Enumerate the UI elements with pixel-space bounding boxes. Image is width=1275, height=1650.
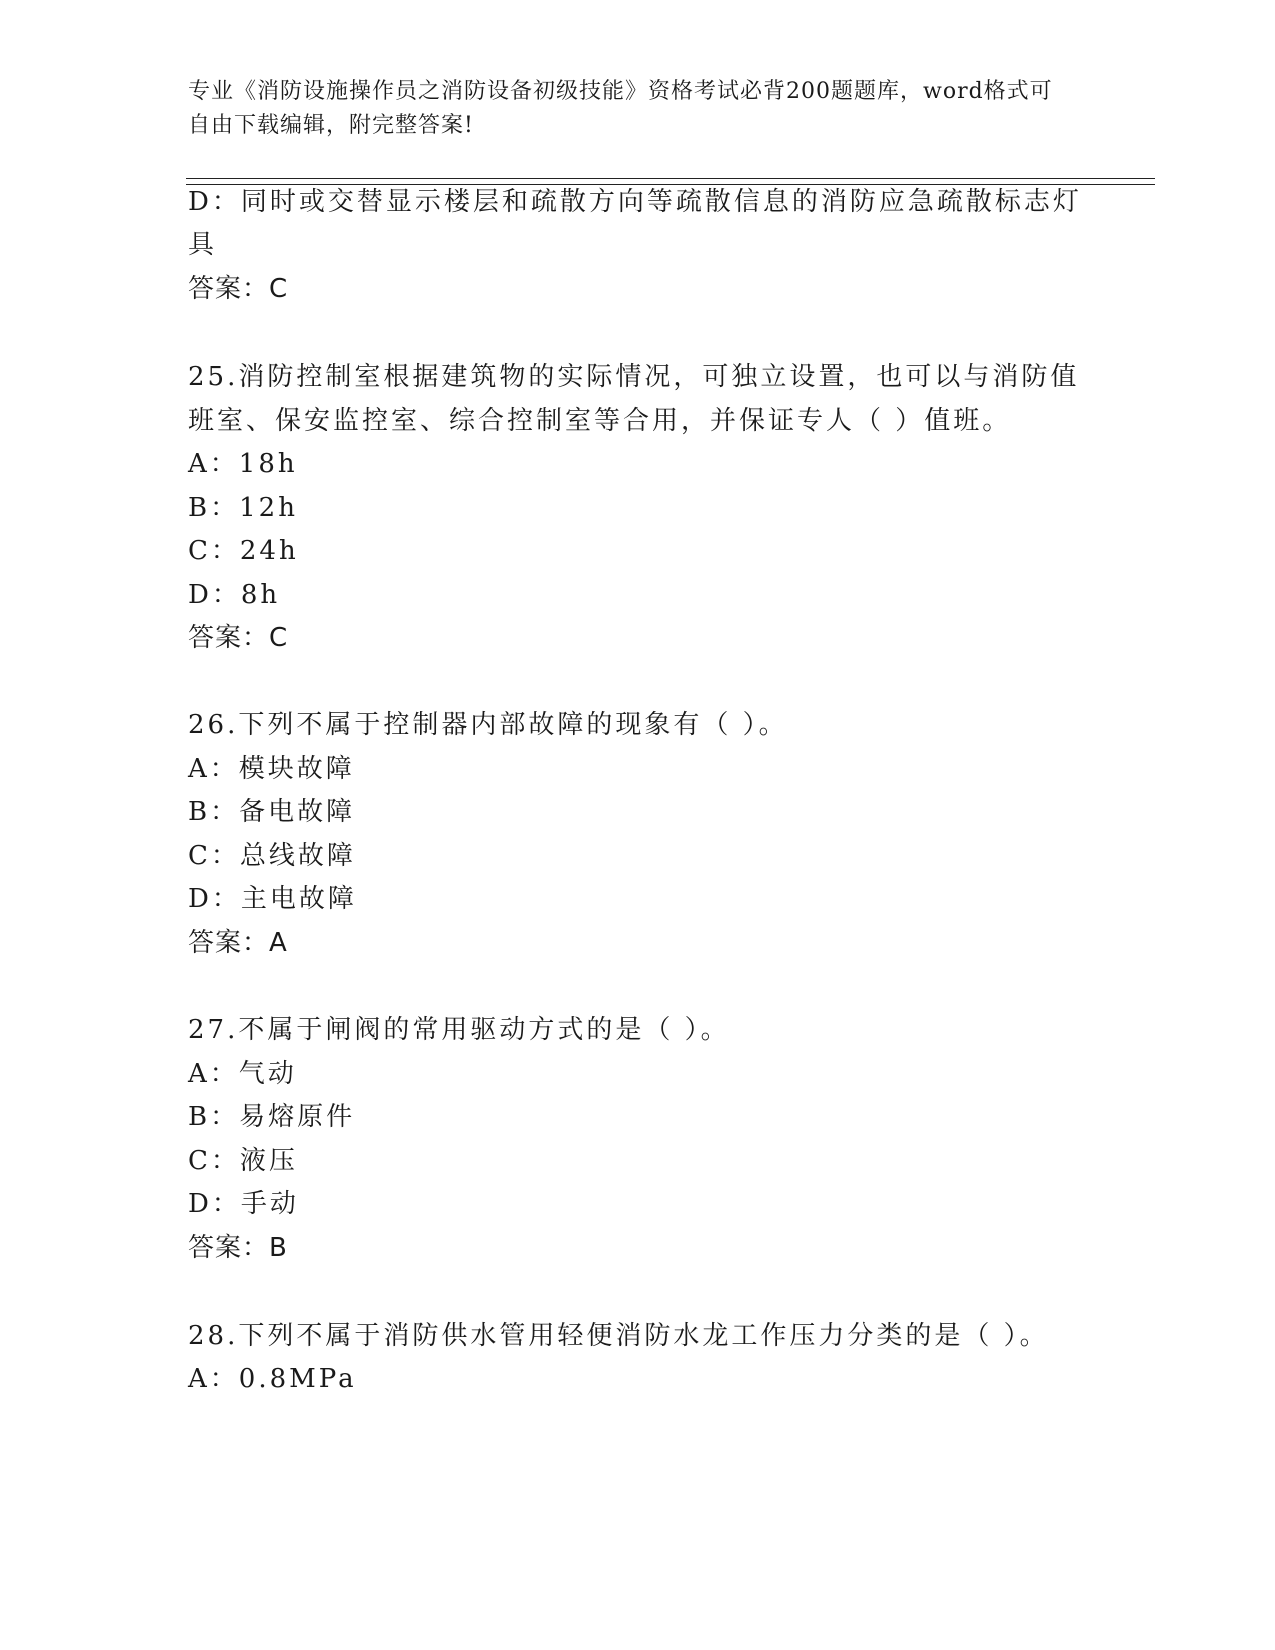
q27-option-d: D：手动 — [188, 1189, 299, 1219]
q27-answer: 答案：B — [188, 1233, 288, 1263]
q26-option-d: D：主电故障 — [188, 884, 357, 914]
q25-stem-line1: 25.消防控制室根据建筑物的实际情况，可独立设置，也可以与消防值 — [188, 362, 1080, 392]
q26-answer: 答案：A — [188, 928, 288, 958]
prev-option-d-line1: D：同时或交替显示楼层和疏散方向等疏散信息的消防应急疏散标志灯 — [188, 187, 1082, 217]
q25-answer: 答案：C — [188, 623, 289, 653]
q26-option-a: A：模块故障 — [188, 754, 355, 784]
q25-stem-line2: 班室、保安监控室、综合控制室等合用，并保证专人（ ）值班。 — [188, 406, 1012, 436]
q28-stem-line1: 28.下列不属于消防供水管用轻便消防水龙工作压力分类的是（ ）。 — [188, 1321, 1049, 1351]
q28-option-a: A：0.8MPa — [188, 1364, 357, 1394]
q25-option-c: C：24h — [188, 536, 299, 566]
q25-option-d: D：8h — [188, 580, 281, 610]
header-divider-top — [186, 178, 1155, 179]
document-header-title: 专业《消防设施操作员之消防设备初级技能》资格考试必背200题题库，word格式可自由下载编辑，附完整答案! — [188, 79, 1053, 138]
prev-answer: 答案：C — [188, 274, 289, 304]
q26-option-b: B：备电故障 — [188, 797, 356, 827]
prev-option-d-line2: 具 — [188, 230, 218, 260]
q27-stem-line1: 27.不属于闸阀的常用驱动方式的是（ ）。 — [188, 1015, 730, 1045]
q27-option-b: B：易熔原件 — [188, 1102, 356, 1132]
q27-option-a: A：气动 — [188, 1059, 297, 1089]
q26-stem-line1: 26.下列不属于控制器内部故障的现象有（ ）。 — [188, 710, 788, 740]
q25-option-b: B：12h — [188, 493, 298, 523]
q26-option-c: C：总线故障 — [188, 841, 356, 871]
q25-option-a: A：18h — [188, 449, 298, 479]
q27-option-c: C：液压 — [188, 1146, 298, 1176]
